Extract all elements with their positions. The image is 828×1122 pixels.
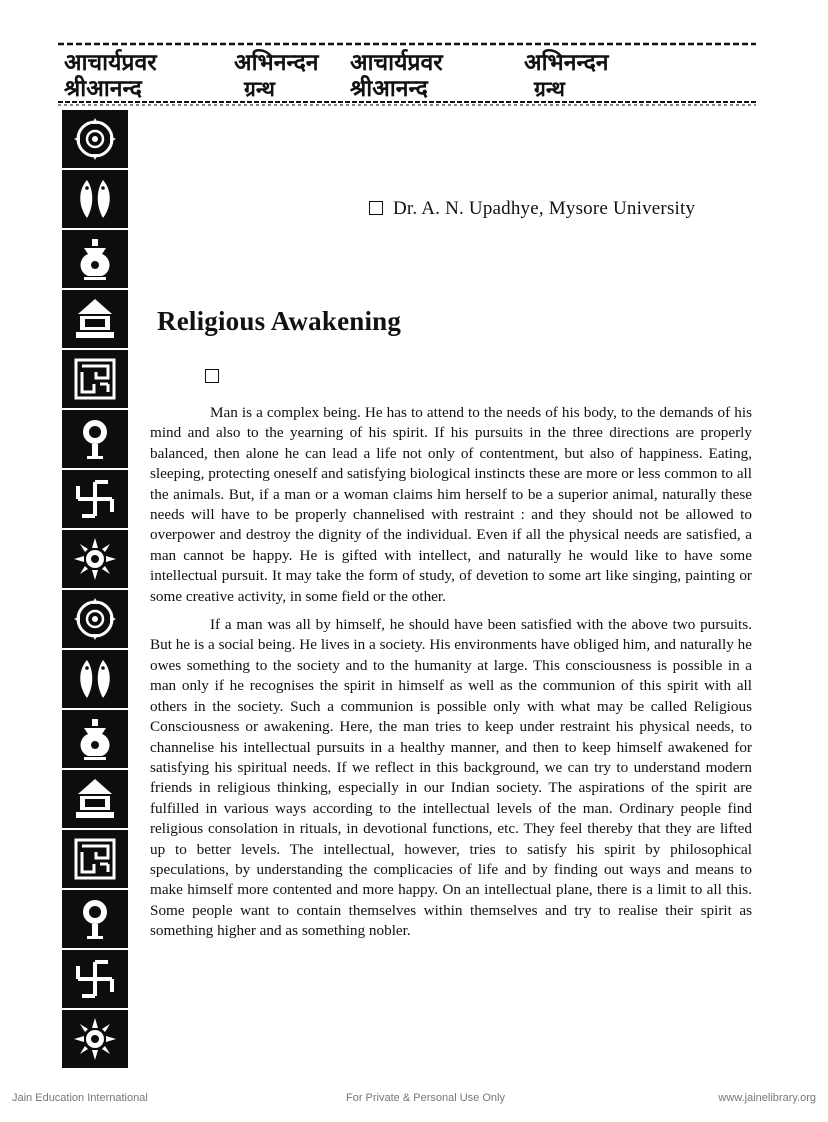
mirror-icon <box>62 890 128 950</box>
throne-icon <box>62 290 128 350</box>
square-bullet-icon <box>369 201 383 215</box>
swastika-icon <box>62 950 128 1010</box>
banner-line-1-c: आचार्यप्रवर <box>350 49 443 76</box>
fish-pair-icon <box>62 170 128 230</box>
paragraph: Man is a complex being. He has to attend to the needs of his body, to the demands of his mind and also to the yearning of his spirit. If his pursuits in the three directions are properly balanced, then alone he can lead a life not only of contentment, but also of happiness. Eating, sleeping, protecting oneself and satisfying biological instincts these are more or less common to all the animals. But, if a man or a woman claims him herself to be a superior animal, naturally these needs will have to be properly channelised with restraint : and they should not be allowed to overpower and destroy the dignity of the individual. Even if all the physical needs are satisfied, a man cannot be happy. He is gifted with intellect, and naturally he would like to have some intellectual pursuit. It may take the form of study, of devetion to some art like singing, painting or some creative activity, in some field or the other. <box>150 404 752 605</box>
mirror-icon <box>62 410 128 470</box>
sun-wheel-icon <box>62 530 128 590</box>
author-name: Dr. A. N. Upadhye, Mysore University <box>393 198 696 219</box>
throne-icon <box>62 770 128 830</box>
footer-website-link[interactable]: www.jainelibrary.org <box>718 1092 816 1104</box>
article-body <box>150 403 752 950</box>
square-bullet-icon <box>205 369 219 383</box>
banner-line-2-d: ग्रन्थ <box>534 76 565 101</box>
banner-line-1-a: आचार्यप्रवर <box>64 49 157 76</box>
lotus-emblem-icon <box>62 110 128 170</box>
banner-line-1-d: अभिनन्दन <box>524 49 609 76</box>
banner-line-2-a: श्रीआनन्द <box>64 75 142 102</box>
decorative-sidebar <box>62 110 128 1068</box>
swastika-icon <box>62 470 128 530</box>
footer-publisher: Jain Education International <box>12 1092 148 1104</box>
nandyavarta-icon <box>62 350 128 410</box>
article-title: Religious Awakening <box>157 306 402 336</box>
paragraph: If a man was all by himself, he should have been satisfied with the above two pursuits. But he is a social being. He lives in a society. His environments have obliged him, and naturally he owes something to the society and to the humanity at large. This consciousness is possible in a man only if he recognises the spirit in himself as well as the communion of this spirit with all others in the society. Such a communion is possible only with what may be called Religious Consciousness or awakening. Here, the man tries to keep under restraint his physical needs, to channelise his intellectual pursuits in a healthy manner, and then to keep himself awakened for satisfying his spiritual needs. If we reflect in this background, we can try to understand modern friends in religious thinking, especially in our Indian society. The aspirations of the spirit are fulfilled in various ways according to the intellectual levels of the man. Ordinary people find religious consolation in rituals, in devotional functions, etc. They feel thereby that they are lifted up to better levels. The intellectual, however, tries to satisfy his spirit by philosophical speculations, by understanding the complicacies of life and by finding out ways and means to make himself more contented and more happy. On an intellectual plane, there is a limit to all this. Some people want to contain themselves within themselves and try to realise their spirit as something higher and as something nobler. <box>150 616 752 940</box>
banner-line-1-b: अभिनन्दन <box>234 49 319 76</box>
fish-pair-icon <box>62 650 128 710</box>
banner-line-2-c: श्रीआनन्द <box>350 75 428 102</box>
nandyavarta-icon <box>62 830 128 890</box>
banner-line-2-b: ग्रन्थ <box>244 76 275 101</box>
vase-icon <box>62 230 128 290</box>
sun-wheel-icon <box>62 1010 128 1068</box>
vase-icon <box>62 710 128 770</box>
lotus-emblem-icon <box>62 590 128 650</box>
footer-usage-note: For Private & Personal Use Only <box>346 1092 505 1104</box>
header-banner <box>58 40 756 108</box>
author-line <box>369 198 695 220</box>
